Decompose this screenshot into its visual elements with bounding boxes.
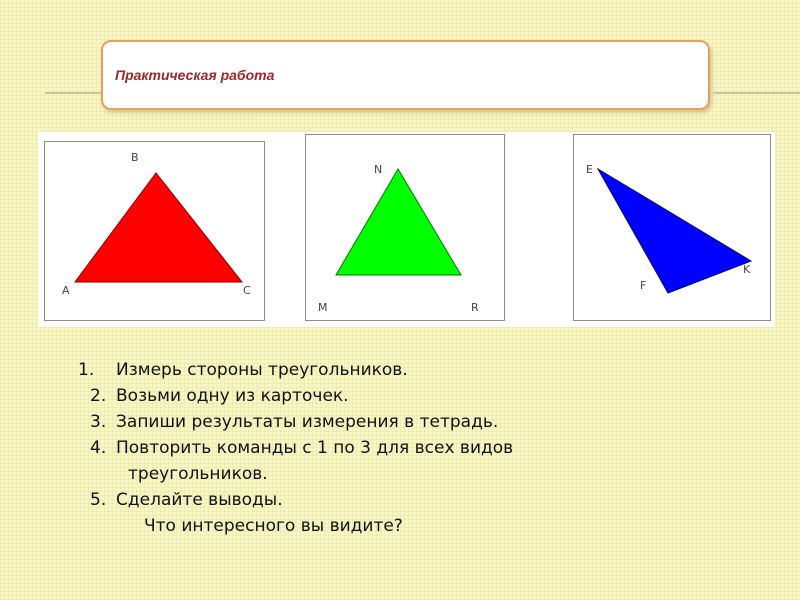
page-title: Практическая работа xyxy=(115,67,275,83)
list-item xyxy=(78,487,513,539)
triangle-abc-figure xyxy=(45,142,266,322)
list-item-text: Запиши результаты измерения в тетрадь. xyxy=(116,412,499,432)
triangle-ekf-figure xyxy=(574,135,772,322)
triangle-abc xyxy=(75,173,242,282)
vertex-label-r: R xyxy=(471,301,479,314)
vertex-label-n: N xyxy=(374,163,383,176)
list-item-number: 5. xyxy=(90,490,107,510)
list-item-text: Возьми одну из карточек. xyxy=(116,386,349,406)
list-item xyxy=(78,383,513,409)
vertex-label-c: C xyxy=(243,284,251,297)
list-item-text-continued: Что интересного вы видите? xyxy=(144,516,403,536)
list-item-number: 3. xyxy=(90,412,107,432)
title-box xyxy=(101,40,710,110)
vertex-label-a: A xyxy=(62,284,70,297)
vertex-label-k: K xyxy=(743,263,751,276)
task-list xyxy=(78,357,513,539)
list-item-text: Измерь стороны треугольников. xyxy=(116,360,408,380)
list-item-text: Сделайте выводы. xyxy=(116,490,283,510)
vertex-label-m: M xyxy=(318,301,328,314)
list-item-text-continued: треугольников. xyxy=(128,464,268,484)
list-item xyxy=(78,357,513,383)
vertex-label-f: F xyxy=(640,279,647,292)
list-item xyxy=(78,435,513,487)
vertex-label-b: B xyxy=(131,151,139,164)
triangle-nmr xyxy=(336,169,461,275)
triangle-ekf xyxy=(598,169,751,293)
list-item xyxy=(78,409,513,435)
list-item-number: 2. xyxy=(90,386,107,406)
triangle-cards-panel xyxy=(38,132,775,327)
vertex-label-e: E xyxy=(586,163,593,176)
list-item-text: Повторить команды с 1 по 3 для всех видов xyxy=(116,438,514,458)
triangle-card-nmr xyxy=(305,134,505,321)
decorative-rule-left xyxy=(45,92,103,94)
triangle-nmr-figure xyxy=(306,135,506,322)
triangle-card-ekf xyxy=(573,134,771,321)
triangle-card-abc xyxy=(44,141,265,321)
list-item-number: 4. xyxy=(90,438,107,458)
list-item-number: 1. xyxy=(78,360,95,380)
decorative-rule-right xyxy=(713,92,800,94)
